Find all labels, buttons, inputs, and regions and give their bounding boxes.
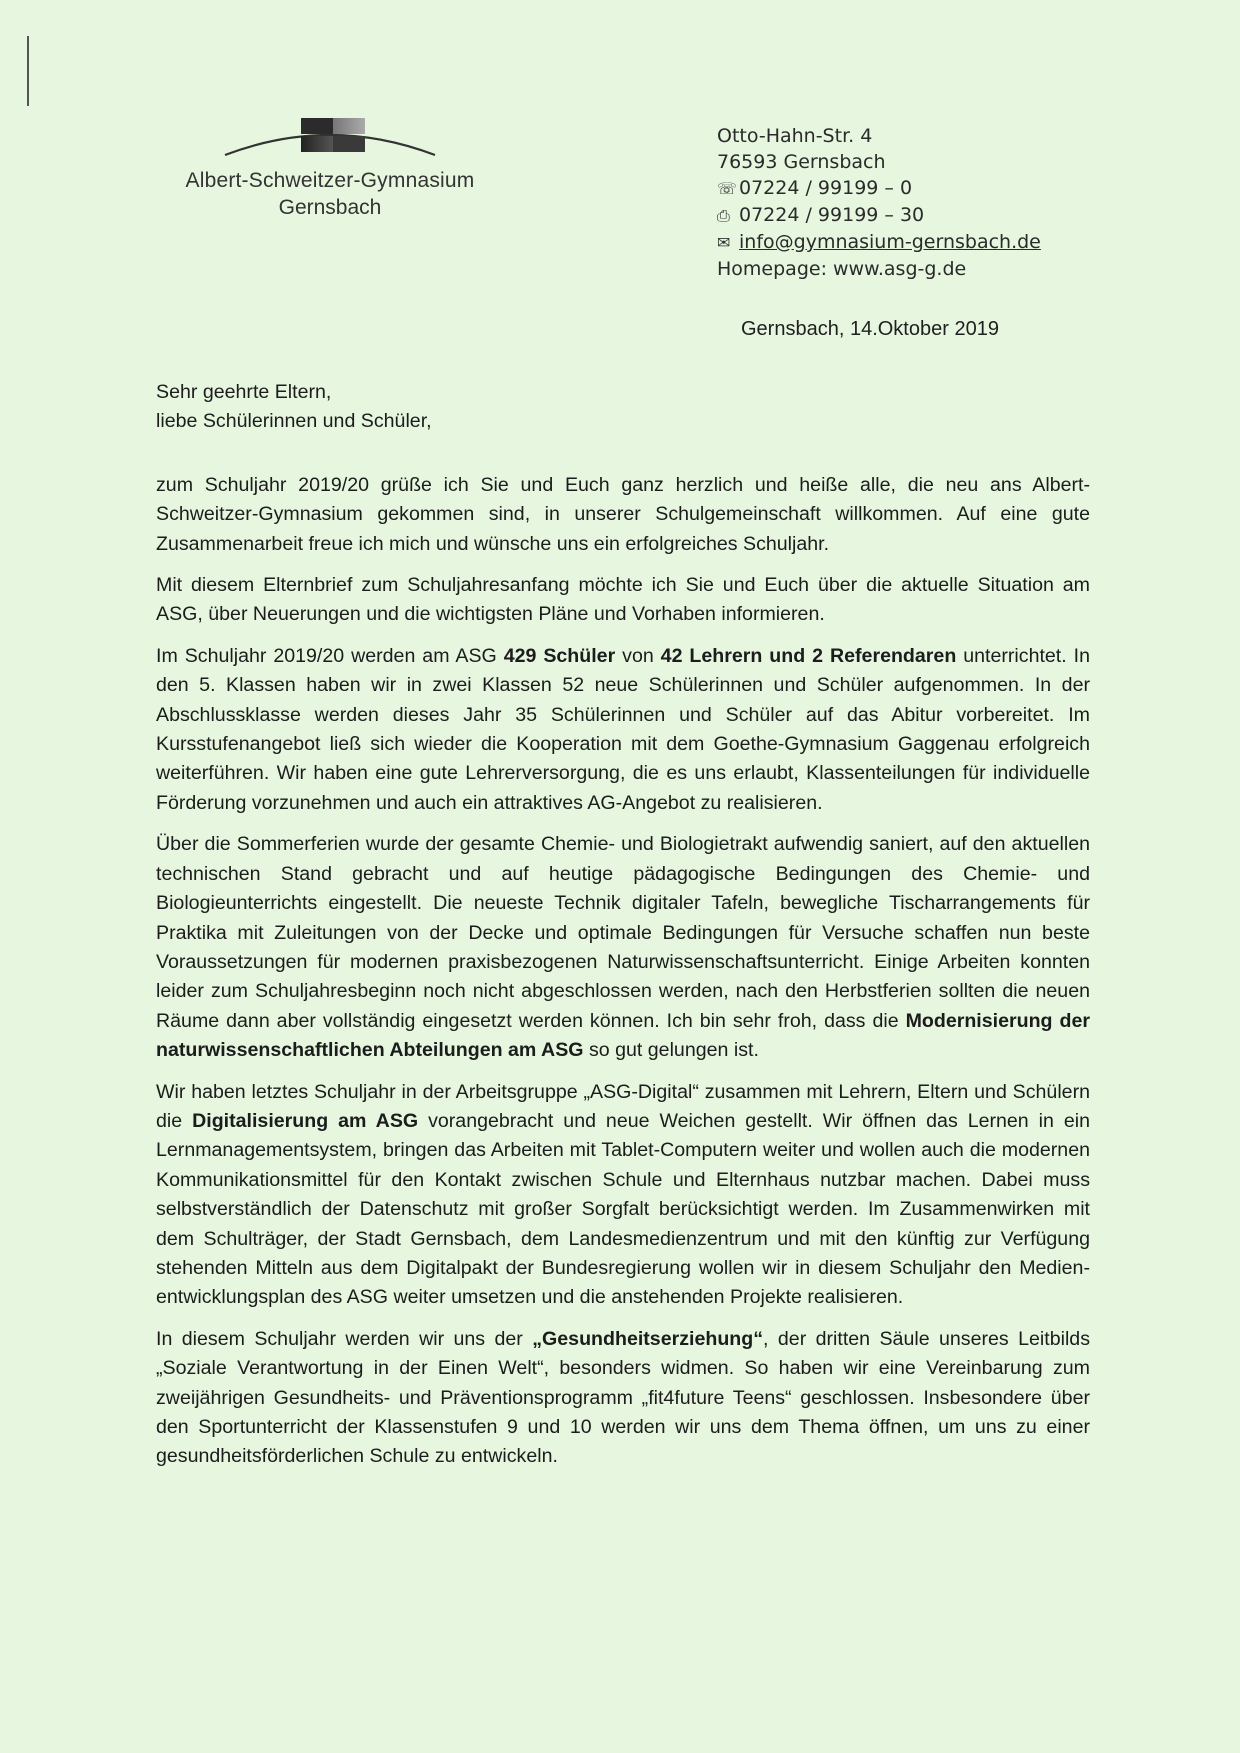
paragraph-intro: Mit diesem Elternbrief zum Schuljahresanfang möchte ich Sie und Euch über die aktuelle Situation am ASG, über Neuerungen und die wichtigsten Pläne und Vorhaben informieren. — [156, 574, 1090, 626]
asg-logo-icon — [205, 115, 455, 163]
paragraph-welcome: zum Schuljahr 2019/20 grüße ich Sie und Euch ganz herzlich und heiße alle, die neu ans Albert-Schweitzer-Gymnasium gekommen sind, in unserer Schulgemeinschaft willkommen. Auf eine gute Zusammenarbeit freue ich mich und wünsche uns ein erfolgreiches Schuljahr. — [156, 473, 1090, 555]
paragraph-renovation-text-2: so gut gelungen ist. — [583, 1039, 759, 1062]
paragraph-renovation — [156, 830, 1090, 1065]
school-logo — [160, 115, 500, 221]
address-email-link[interactable]: info@gymnasium-gernsbach.de — [739, 231, 1041, 253]
address-street: Otto-Hahn-Str. 4 — [717, 125, 873, 147]
paragraph-digitalization-text-1: Wir haben letztes Schuljahr in der Arbeitsgruppe „ASG-Digital“ zusammen mit Lehrern, Eltern und Schülern die — [156, 1080, 1090, 1132]
paragraph-health-text-2: , der dritten Säule unseres Leitbilds „Soziale Verantwortung in der Einen Welt“, besonders widmen. So haben wir eine Vereinbarung zum zweijährigen Gesundheits- und Präventionsprogramm „fit4future Teens“ geschlossen. Insbesondere über den Sportunterricht der Klassenstufen 9 und 10 werden wir uns dem Thema öffnen, um uns zu einer gesundheitsförderlichen Schule zu entwickeln. — [156, 1327, 1090, 1468]
salutation-line-2: liebe Schülerinnen und Schüler, — [156, 410, 432, 433]
telephone-icon: ☏ — [717, 179, 738, 198]
paragraph-statistics-text-3: unterrichtet. In den 5. Klassen haben wir in zwei Klassen 52 neue Schülerinnen und Schüler aufgenommen. In der Abschlussklasse werden dieses Jahr 35 Schülerinnen und Schüler auf das Abitur vorbereitet. Im Kursstufenangebot ließ sich wieder die Kooperation mit dem Goethe-Gymnasium Gaggenau erfolgreich weiterführen. Wir haben eine gute Lehrerversorgung, die es uns erlaubt, Klassenteilungen für individuelle Förderung vorzunehmen und auch ein attraktives AG-Angebot zu realisieren. — [156, 644, 1090, 814]
paragraph-digitalization-bold: Digitalisierung am ASG — [192, 1109, 419, 1132]
paragraph-renovation-text-1: Über die Sommerferien wurde der gesamte Chemie- und Biologietrakt aufwendig saniert, auf den aktuellen technischen Stand gebracht und auf heutige pädagogische Bedingungen des Chemie- und Biologieunterrichts eingestellt. Die neueste Technik digitaler Tafeln, bewegliche Tischarrangements für Praktika mit Zuleitungen von der Decke und optimale Bedingungen für Versuche schaffen nun beste Voraussetzungen für modernen praxisbezogenen Naturwissenschaftsunterricht. Einige Arbeiten konnten leider zum Schuljahresbeginn noch nicht abgeschlossen werden, nach den Herbstferien sollten die neuen Räume dann aber vollständig eingesetzt werden können. Ich bin sehr froh, dass die — [156, 833, 1090, 1032]
paragraph-statistics-bold-students: 429 Schüler — [503, 644, 616, 667]
school-city: Gernsbach — [278, 196, 382, 219]
paragraph-statistics-text-2: von — [615, 644, 661, 667]
school-name: Albert-Schweitzer-Gymnasium — [185, 169, 475, 192]
paragraph-statistics-bold-teachers: 42 Lehrern und 2 Referendaren — [660, 644, 957, 667]
paragraph-health — [156, 1325, 1090, 1472]
paragraph-health-bold: „Gesundheitserziehung“ — [532, 1327, 764, 1350]
salutation — [156, 378, 1090, 437]
email-icon: ✉ — [717, 233, 731, 252]
address-fax: 07224 / 99199 – 30 — [739, 204, 925, 226]
paragraph-renovation-bold: Modernisierung der naturwissenschaftlichen Abteilungen am ASG — [156, 1009, 1090, 1062]
address-homepage: Homepage: www.asg-g.de — [717, 258, 967, 280]
address-block — [717, 123, 1041, 282]
address-city: 76593 Gernsbach — [717, 151, 886, 173]
address-email-line — [717, 229, 1041, 256]
address-phone-line — [717, 175, 1041, 202]
letter-body — [156, 378, 1090, 1484]
paragraph-statistics — [156, 642, 1090, 818]
salutation-line-1: Sehr geehrte Eltern, — [156, 381, 332, 403]
letter-date: Gernsbach, 14.Oktober 2019 — [741, 318, 999, 340]
paragraph-health-text-1: In diesem Schuljahr werden wir uns der — [156, 1327, 533, 1350]
paragraph-statistics-text-1: Im Schuljahr 2019/20 werden am ASG — [156, 644, 504, 667]
paragraph-digitalization — [156, 1078, 1090, 1313]
address-phone: 07224 / 99199 – 0 — [739, 177, 913, 199]
address-fax-line — [717, 202, 1041, 229]
paragraph-digitalization-text-2: vorangebracht und neue Weichen gestellt. Wir öffnen das Lernen in ein Lernmanagementsystem, bringen das Arbeiten mit Tablet-Computern weiter und wollen auch die modernen Kommunikationsmittel für den Kontakt zwischen Schule und Elternhaus nutzbar machen. Dabei muss selbstverständlich der Datenschutz mit großer Sorgfalt berücksichtigt werden. Im Zusammenwirken mit dem Schulträger, der Stadt Gernsbach, dem Landesmedienzentrum und mit den künftig zur Verfügung stehenden Mitteln aus dem Digitalpakt der Bundesregierung wollen wir in diesem Schuljahr den Medienentwicklungsplan des ASG weiter umsetzen und die anstehenden Projekte realisieren. — [156, 1109, 1090, 1309]
fax-icon: ⎙ — [717, 206, 730, 225]
scan-artifact-line — [27, 36, 29, 106]
